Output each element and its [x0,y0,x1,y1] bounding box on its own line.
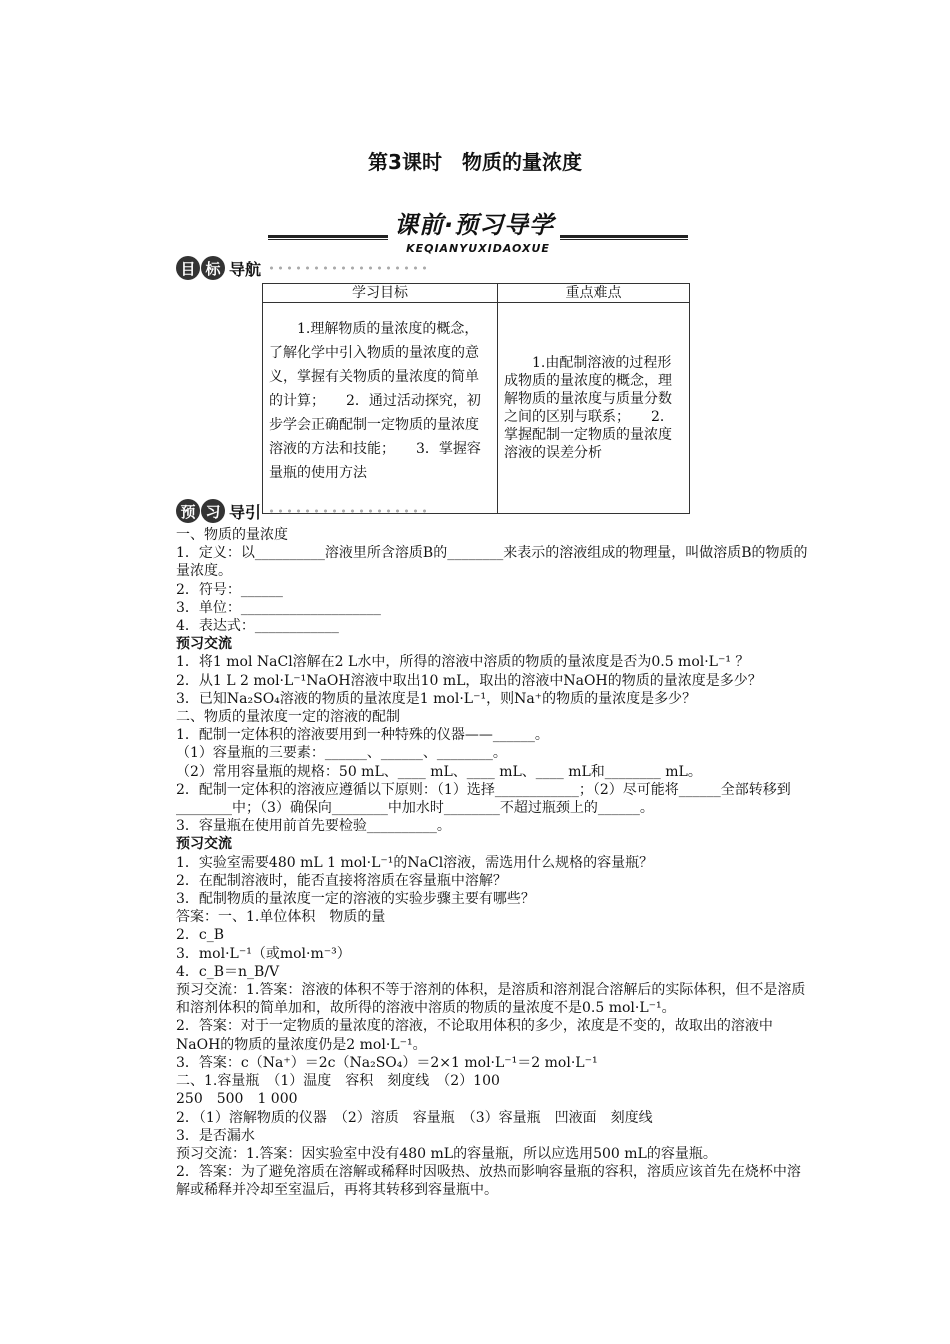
text-line: 2．在配制溶液时，能否直接将溶质在容量瓶中溶解？ [176,872,507,889]
banner-title: 课前·预习导学 [388,205,560,240]
tag-char: 预 [176,499,200,523]
goals-tag [176,256,427,280]
table-cell-goals: 1.理解物质的量浓度的概念，了解化学中引入物质的量浓度的意义，掌握有关物质的量浓度的简单的计算； 2．通过活动探究，初步学会正确配制一定物质的量浓度溶液的方法和技能； 3．掌握容量瓶的使用方法 [263,303,498,514]
text-line: 2．符号：______ [176,581,283,598]
answer-line: 3．答案：c（Na⁺）＝2c（Na₂SO₄）＝2×1 mol·L⁻¹＝2 mol·L⁻¹ [176,1054,598,1071]
tag-dots [267,507,427,515]
goals-table [262,283,690,514]
answer-line: 3．mol·L⁻¹（或mol·m⁻³） [176,945,351,962]
table-header-keypoints: 重点难点 [498,284,690,303]
preview-tag [176,499,427,523]
text-line: （2）常用容量瓶的规格：50 mL、____ mL、____ mL、____ mL和________ mL。 [176,763,702,780]
answer-line: 2．答案：对于一定物质的量浓度的溶液，不论取用体积的多少，浓度是不变的，故取出的溶液中NaOH的物质的量浓度仍是2 mol·L⁻¹。 [176,1018,773,1053]
tag-dots [267,264,427,272]
answer-line: 2．（1）溶解物质的仪器 （2）溶质 容量瓶 （3）容量瓶 凹液面 刻度线 [176,1109,653,1126]
text-line: 1．将1 mol NaCl溶解在2 L水中，所得的溶液中溶质的物质的量浓度是否为0.5 mol·L⁻¹ ？ [176,654,750,671]
text-line: 3．单位：____________________ [176,599,381,616]
banner-subtitle: KEQIANYUXIDAOXUE [406,242,550,255]
tag-label: 导航 [229,259,262,279]
text-line: 2．配制一定体积的溶液应遵循以下原则：（1）选择____________；（2）尽可能将______全部转移到________中；（3）确保向________中加水时________不超过瓶颈上的______。 [176,781,791,817]
answer-line: 二、1.容量瓶 （1）温度 容积 刻度线 （2）100 [176,1073,500,1090]
tag-label: 导引 [229,502,262,522]
answer-line: 预习交流：1.答案：溶液的体积不等于溶剂的体积，是溶质和溶剂混合溶解后的实际体积，但不是溶质和溶剂体积的简单加和，故所得的溶液中溶质的物质的量浓度不是0.5 mol·L⁻¹。 [176,982,806,1017]
table-cell-keypoints: 1.由配制溶液的过程形成物质的量浓度的概念，理解物质的量浓度与质量分数之间的区别与联系； 2．掌握配制一定物质的量浓度溶液的误差分析 [498,303,690,514]
section-banner [268,207,688,255]
document-body [176,526,808,1200]
page-title: 第3课时 物质的量浓度 [368,150,582,174]
text-line: 一、物质的量浓度 [176,527,288,543]
section-heading: 预习交流 [176,636,232,653]
tag-char: 目 [176,256,200,280]
text-line: 3．容量瓶在使用前首先要检验__________。 [176,818,451,835]
section-heading: 预习交流 [176,836,232,853]
answer-line: 2．答案：为了避免溶质在溶解或稀释时因吸热、放热而影响容量瓶的容积，溶质应该首先在烧杯中溶解或稀释并冷却至室温后，再将其转移到容量瓶中。 [176,1164,801,1199]
tag-char: 习 [201,499,225,523]
tag-char: 标 [201,256,225,280]
text-line: 1．实验室需要480 mL 1 mol·L⁻¹的NaCl溶液，需选用什么规格的容量瓶？ [176,854,654,871]
text-line: （1）容量瓶的三要素：______、______、________。 [176,745,507,762]
text-line: 4．表达式：____________ [176,618,339,635]
answer-line: 250 500 1 000 [176,1091,298,1108]
answer-line: 2．c_B [176,927,225,944]
answer-line: 4．c_B＝n_B/V [176,963,280,980]
text-line: 二、物质的量浓度一定的溶液的配制 [176,709,400,726]
text-line: 1．配制一定体积的溶液要用到一种特殊的仪器——______。 [176,727,549,744]
text-line: 3．已知Na₂SO₄溶液的物质的量浓度是1 mol·L⁻¹，则Na⁺的物质的量浓度是多少？ [176,690,697,707]
answer-line: 3．是否漏水 [176,1127,255,1144]
answer-line: 答案：一、1.单位体积 物质的量 [176,909,386,926]
text-line: 2．从1 L 2 mol·L⁻¹NaOH溶液中取出10 mL，取出的溶液中NaOH的物质的量浓度是多少？ [176,672,762,689]
answer-line: 预习交流：1.答案：因实验室中没有480 mL的容量瓶，所以应选用500 mL的容量瓶。 [176,1145,717,1162]
table-header-goals: 学习目标 [263,284,498,303]
text-line: 1．定义：以__________溶液里所含溶质B的________来表示的溶液组成的物理量，叫做溶质B的物质的量浓度。 [176,545,808,580]
text-line: 3．配制物质的量浓度一定的溶液的实验步骤主要有哪些？ [176,891,535,908]
